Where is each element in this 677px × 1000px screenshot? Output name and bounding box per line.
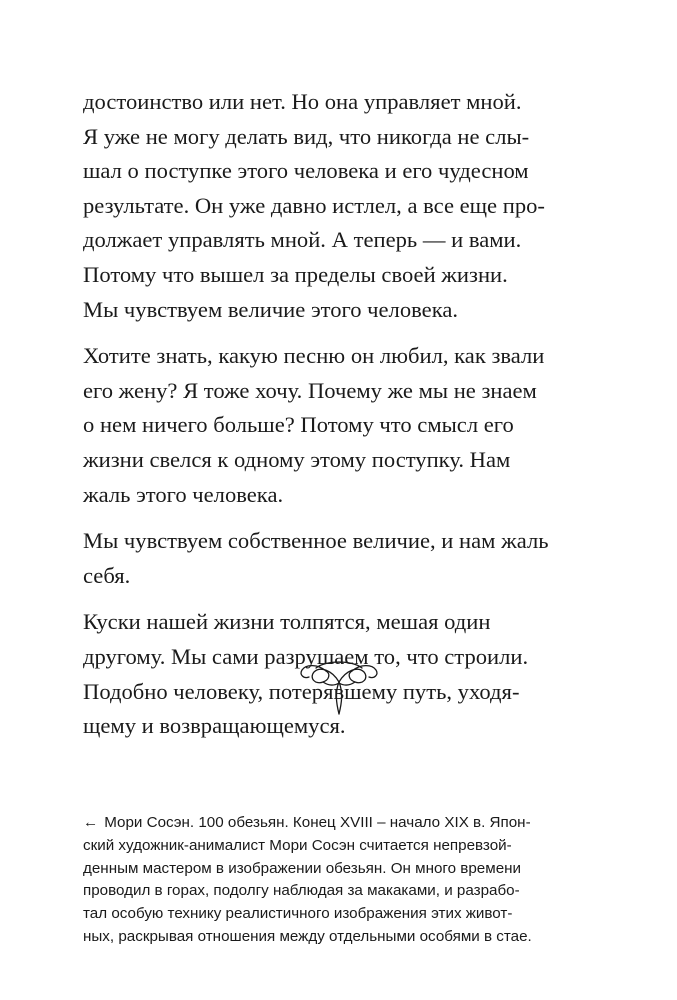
caption-line: проводил в горах, подолгу наблюдая за макаками, и разрабо- xyxy=(83,882,520,900)
text-line: себя. xyxy=(83,562,131,588)
text-line: Мы чувствуем собственное величие, и нам жаль xyxy=(83,528,549,554)
paragraph-2 xyxy=(83,339,603,512)
caption-line: тал особую технику реалистичного изображения этих живот- xyxy=(83,905,513,923)
arrow-left-icon: ← xyxy=(83,814,99,831)
text-line: должает управлять мной. А теперь — и вами. xyxy=(83,227,522,253)
text-line: Подобно человеку, потерявшему путь, уходя- xyxy=(83,678,520,704)
text-line: достоинство или нет. Но она управляет мной. xyxy=(83,89,522,114)
text-line: шал о поступке этого человека и его чудесном xyxy=(83,158,529,184)
caption-line xyxy=(83,812,603,835)
text-line: другому. Мы сами разрушаем то, что строили. xyxy=(83,643,529,669)
flourish-ornament-icon xyxy=(296,652,382,718)
caption-line: ский художник-анималист Мори Сосэн считается непревзой- xyxy=(83,836,512,854)
text-line: о нем ничего больше? Потому что смысл его xyxy=(83,412,514,438)
text-line: Я уже не могу делать вид, что никогда не слы- xyxy=(83,123,530,149)
caption-line: ных, раскрывая отношения между отдельными особями в стае. xyxy=(83,927,532,945)
text-line: Куски нашей жизни толпятся, мешая один xyxy=(83,609,491,635)
caption-text: Мори Сосэн. 100 обезьян. Конец XVIII – начало XIX в. Япон- xyxy=(104,814,531,831)
text-line: жизни свелся к одному этому поступку. Нам xyxy=(83,446,511,472)
text-line: его жену? Я тоже хочу. Почему же мы не знаем xyxy=(83,377,537,403)
text-line: Хотите знать, какую песню он любил, как звали xyxy=(83,343,545,369)
text-line: щему и возвращающемуся. xyxy=(83,713,346,739)
text-line: Потому что вышел за пределы своей жизни. xyxy=(83,261,508,287)
paragraph-3 xyxy=(83,524,603,593)
text-line: жаль этого человека. xyxy=(83,481,284,507)
paragraph-1 xyxy=(83,85,603,327)
caption-line: денным мастером в изображении обезьян. Он много времени xyxy=(83,859,522,877)
image-caption xyxy=(83,812,603,949)
text-line: результате. Он уже давно истлел, а все еще про- xyxy=(83,192,545,218)
text-line: Мы чувствуем величие этого человека. xyxy=(83,296,459,322)
